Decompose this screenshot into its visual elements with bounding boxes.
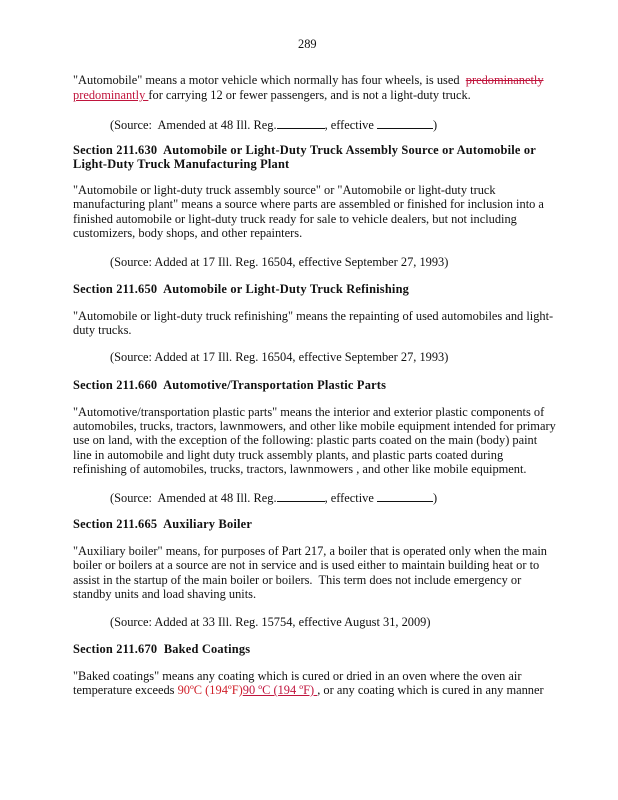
text-segment: customizers, body shops, and other repainters. — [73, 226, 303, 240]
text-line — [73, 405, 544, 419]
text-line — [73, 558, 539, 572]
text-segment: "Automobile or light-duty truck refinishing" means the repainting of used automobiles and light- — [73, 309, 554, 323]
section-heading — [73, 282, 409, 296]
text-segment: manufacturing plant" means a source where parts are assembled or finished for inclusion into a — [73, 197, 544, 211]
section-heading — [73, 517, 252, 531]
source-note — [110, 255, 448, 269]
text-segment: refinishing of automobiles, trucks, tractors, lawnmowers , and other like mobile equipment. — [73, 462, 527, 476]
section-heading — [73, 143, 536, 157]
source-note — [110, 490, 437, 505]
text-segment: "Automobile or light-duty truck assembly source" or "Automobile or light-duty truck — [73, 183, 496, 197]
text-line — [73, 573, 521, 587]
text-segment: Section 211.630 Automobile or Light-Duty Truck Assembly Source or Automobile or — [73, 143, 536, 157]
text-segment: , effective — [324, 491, 377, 505]
text-line — [73, 183, 496, 197]
text-segment: line in automobile and light duty truck assembly plants, and plastic parts coated during — [73, 448, 504, 462]
source-note — [110, 615, 431, 629]
text-segment: (Source: Added at 33 Ill. Reg. 15754, effective August 31, 2009) — [110, 615, 431, 629]
text-segment: Section 211.670 Baked Coatings — [73, 642, 251, 656]
section-heading — [73, 642, 250, 656]
text-segment: "Auxiliary boiler" means, for purposes of Part 217, a boiler that is operated only when the main — [73, 544, 547, 558]
text-segment: "Baked coatings" means any coating which is cured or dried in an oven where the oven air — [73, 669, 522, 683]
text-segment: duty trucks. — [73, 323, 132, 337]
text-segment: 90ºC (194ºF) — [177, 683, 243, 697]
text-segment: Section 211.665 Auxiliary Boiler — [73, 517, 253, 531]
text-line — [73, 683, 544, 697]
text-segment: (Source: Amended at 48 Ill. Reg. — [110, 491, 277, 505]
text-segment: "Automotive/transportation plastic parts" means the interior and exterior plastic components of — [73, 405, 545, 419]
text-segment: ) — [432, 491, 438, 505]
text-segment: assist in the startup of the main boiler or boilers. This term does not include emergency or — [73, 573, 522, 587]
text-segment: finished automobile or light-duty truck ready for sale to vehicle dealers, but not including — [73, 212, 517, 226]
text-segment: ) — [432, 118, 438, 132]
deleted-text: predominanetly — [465, 73, 544, 87]
text-segment: Section 211.660 Automotive/Transportation Plastic Parts — [73, 378, 387, 392]
text-segment: use on land, with the exception of the following: plastic parts coated on the main (body) paint — [73, 433, 538, 447]
text-line — [73, 433, 537, 447]
text-line — [73, 226, 302, 240]
text-line — [73, 448, 503, 462]
blank-field — [377, 117, 433, 129]
text-segment: automobiles, trucks, tractors, lawnmowers, and other like mobile equipment intended for primary — [73, 419, 556, 433]
inserted-text: predominantly — [73, 88, 149, 102]
text-segment: , or any coating which is cured in any manner — [317, 683, 544, 697]
source-note — [110, 350, 448, 364]
source-note — [110, 117, 437, 132]
section-heading — [73, 378, 386, 392]
text-segment: standby units and load shaving units. — [73, 587, 257, 601]
text-segment: boiler or boilers at a source are not in service and is used either to maintain building heat or to — [73, 558, 540, 572]
text-line — [73, 197, 544, 211]
text-segment: Light-Duty Truck Manufacturing Plant — [73, 157, 290, 171]
text-line — [73, 544, 547, 558]
text-line — [73, 419, 556, 433]
text-segment: temperature exceeds — [73, 683, 178, 697]
blank-field — [377, 490, 433, 502]
text-line — [73, 73, 544, 87]
page-number: 289 — [298, 37, 317, 51]
text-segment: (Source: Added at 17 Ill. Reg. 16504, effective September 27, 1993) — [110, 350, 449, 364]
text-segment: "Automobile" means a motor vehicle which normally has four wheels, is used — [73, 73, 466, 87]
text-segment: Section 211.650 Automobile or Light-Duty Truck Refinishing — [73, 282, 410, 296]
text-segment: for carrying 12 or fewer passengers, and is not a light-duty truck. — [148, 88, 471, 102]
text-line — [73, 669, 521, 683]
text-line — [73, 88, 471, 102]
blank-field — [277, 490, 325, 502]
text-segment: (Source: Added at 17 Ill. Reg. 16504, effective September 27, 1993) — [110, 255, 449, 269]
text-line — [73, 323, 132, 337]
text-segment: , effective — [324, 118, 377, 132]
blank-field — [277, 117, 325, 129]
text-line — [73, 462, 527, 476]
text-line — [73, 587, 256, 601]
inserted-text: 90 ºC (194 ºF) — [242, 683, 318, 697]
text-line — [73, 309, 553, 323]
text-segment: (Source: Amended at 48 Ill. Reg. — [110, 118, 277, 132]
text-line — [73, 212, 517, 226]
section-heading — [73, 157, 289, 171]
